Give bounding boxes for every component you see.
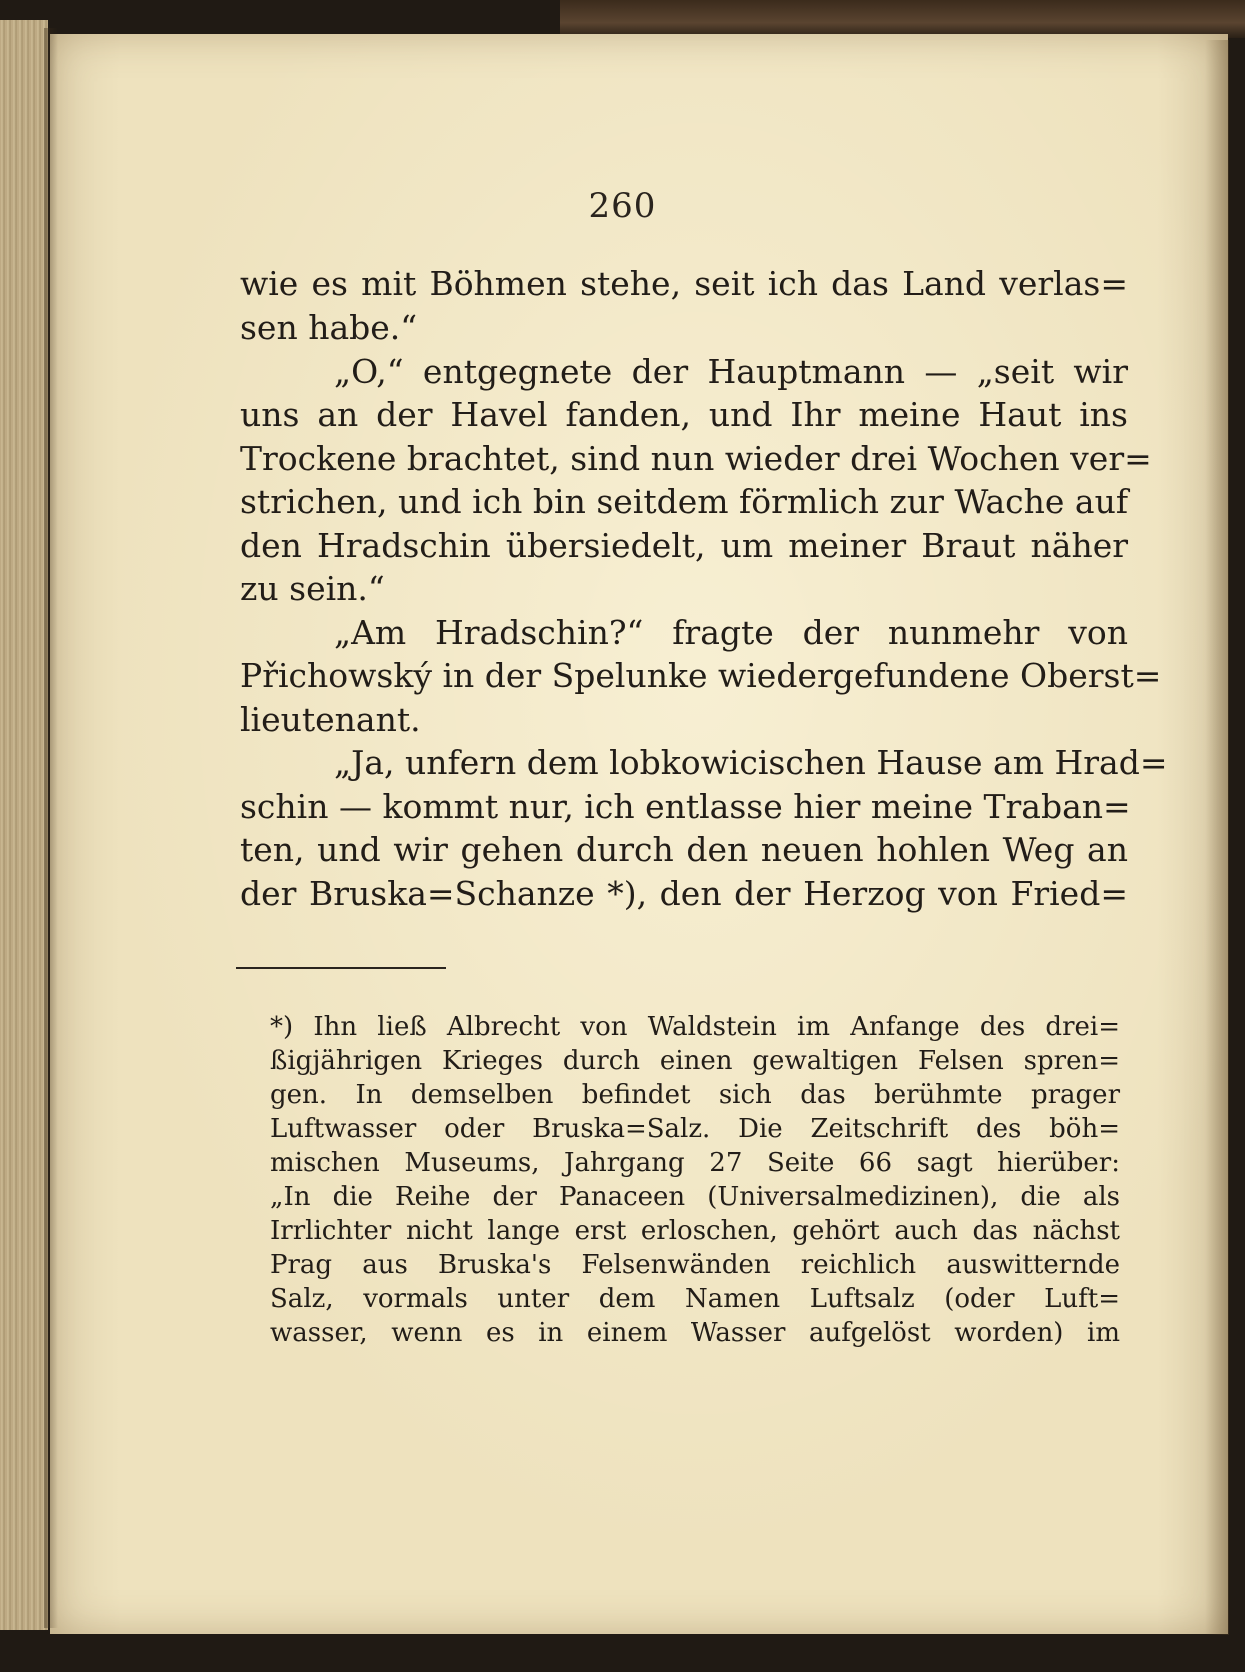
footnote-divider bbox=[236, 967, 446, 969]
footnote-line: Irrlichter nicht lange erst erloschen, gehört auch das nächst bbox=[270, 1216, 1120, 1246]
body-line: ten, und wir gehen durch den neuen hohlen Weg an bbox=[240, 830, 1128, 869]
footnote-line: mischen Museums, Jahrgang 27 Seite 66 sagt hierüber: bbox=[270, 1148, 1120, 1178]
footnote-line: ßigjährigen Krieges durch einen gewaltigen Felsen spren= bbox=[270, 1046, 1120, 1076]
footnote-line: *) Ihn ließ Albrecht von Waldstein im Anfange des drei= bbox=[270, 1012, 1120, 1042]
footnote-line: Prag aus Bruska's Felsenwänden reichlich auswitternde bbox=[270, 1250, 1120, 1280]
body-line: „O,“ entgegnete der Hauptmann — „seit wir bbox=[334, 352, 1128, 391]
footnote-line: „In die Reihe der Panaceen (Universalmedizinen), die als bbox=[270, 1182, 1120, 1212]
body-line: lieutenant. bbox=[240, 700, 421, 739]
footnote-line: wasser, wenn es in einem Wasser aufgelöst worden) im bbox=[270, 1318, 1120, 1348]
book-binding bbox=[560, 0, 1245, 38]
body-line: der Bruska=Schanze *), den der Herzog von Fried= bbox=[240, 874, 1128, 913]
body-line: wie es mit Böhmen stehe, seit ich das Land verlas= bbox=[240, 264, 1128, 303]
body-line: sen habe.“ bbox=[240, 308, 418, 347]
body-line: „Am Hradschin?“ fragte der nunmehr von bbox=[334, 613, 1128, 652]
body-line: Přichowský in der Spelunke wiedergefundene Oberst= bbox=[240, 656, 1162, 695]
body-line: den Hradschin übersiedelt, um meiner Braut näher bbox=[240, 526, 1128, 565]
body-line: strichen, und ich bin seitdem förmlich zur Wache auf bbox=[240, 482, 1129, 521]
page-right-edge bbox=[1205, 40, 1229, 1635]
footnote-line: gen. In demselben befindet sich das berühmte prager bbox=[270, 1080, 1120, 1110]
footnote-line: Salz, vormals unter dem Namen Luftsalz (oder Luft= bbox=[270, 1284, 1120, 1314]
body-line: zu sein.“ bbox=[240, 569, 385, 608]
gutter-shadow bbox=[44, 28, 58, 1628]
body-line: Trockene brachtet, sind nun wieder drei Wochen ver= bbox=[240, 439, 1152, 478]
body-line: „Ja, unfern dem lobkowicischen Hause am Hrad= bbox=[334, 743, 1168, 782]
body-line: schin — kommt nur, ich entlasse hier meine Traban= bbox=[240, 787, 1131, 826]
page-edge-stack bbox=[0, 20, 48, 1630]
footnote-line: Luftwasser oder Bruska=Salz. Die Zeitschrift des böh= bbox=[270, 1114, 1120, 1144]
body-line: uns an der Havel fanden, und Ihr meine Haut ins bbox=[240, 395, 1128, 434]
page-number: 260 bbox=[588, 186, 657, 226]
